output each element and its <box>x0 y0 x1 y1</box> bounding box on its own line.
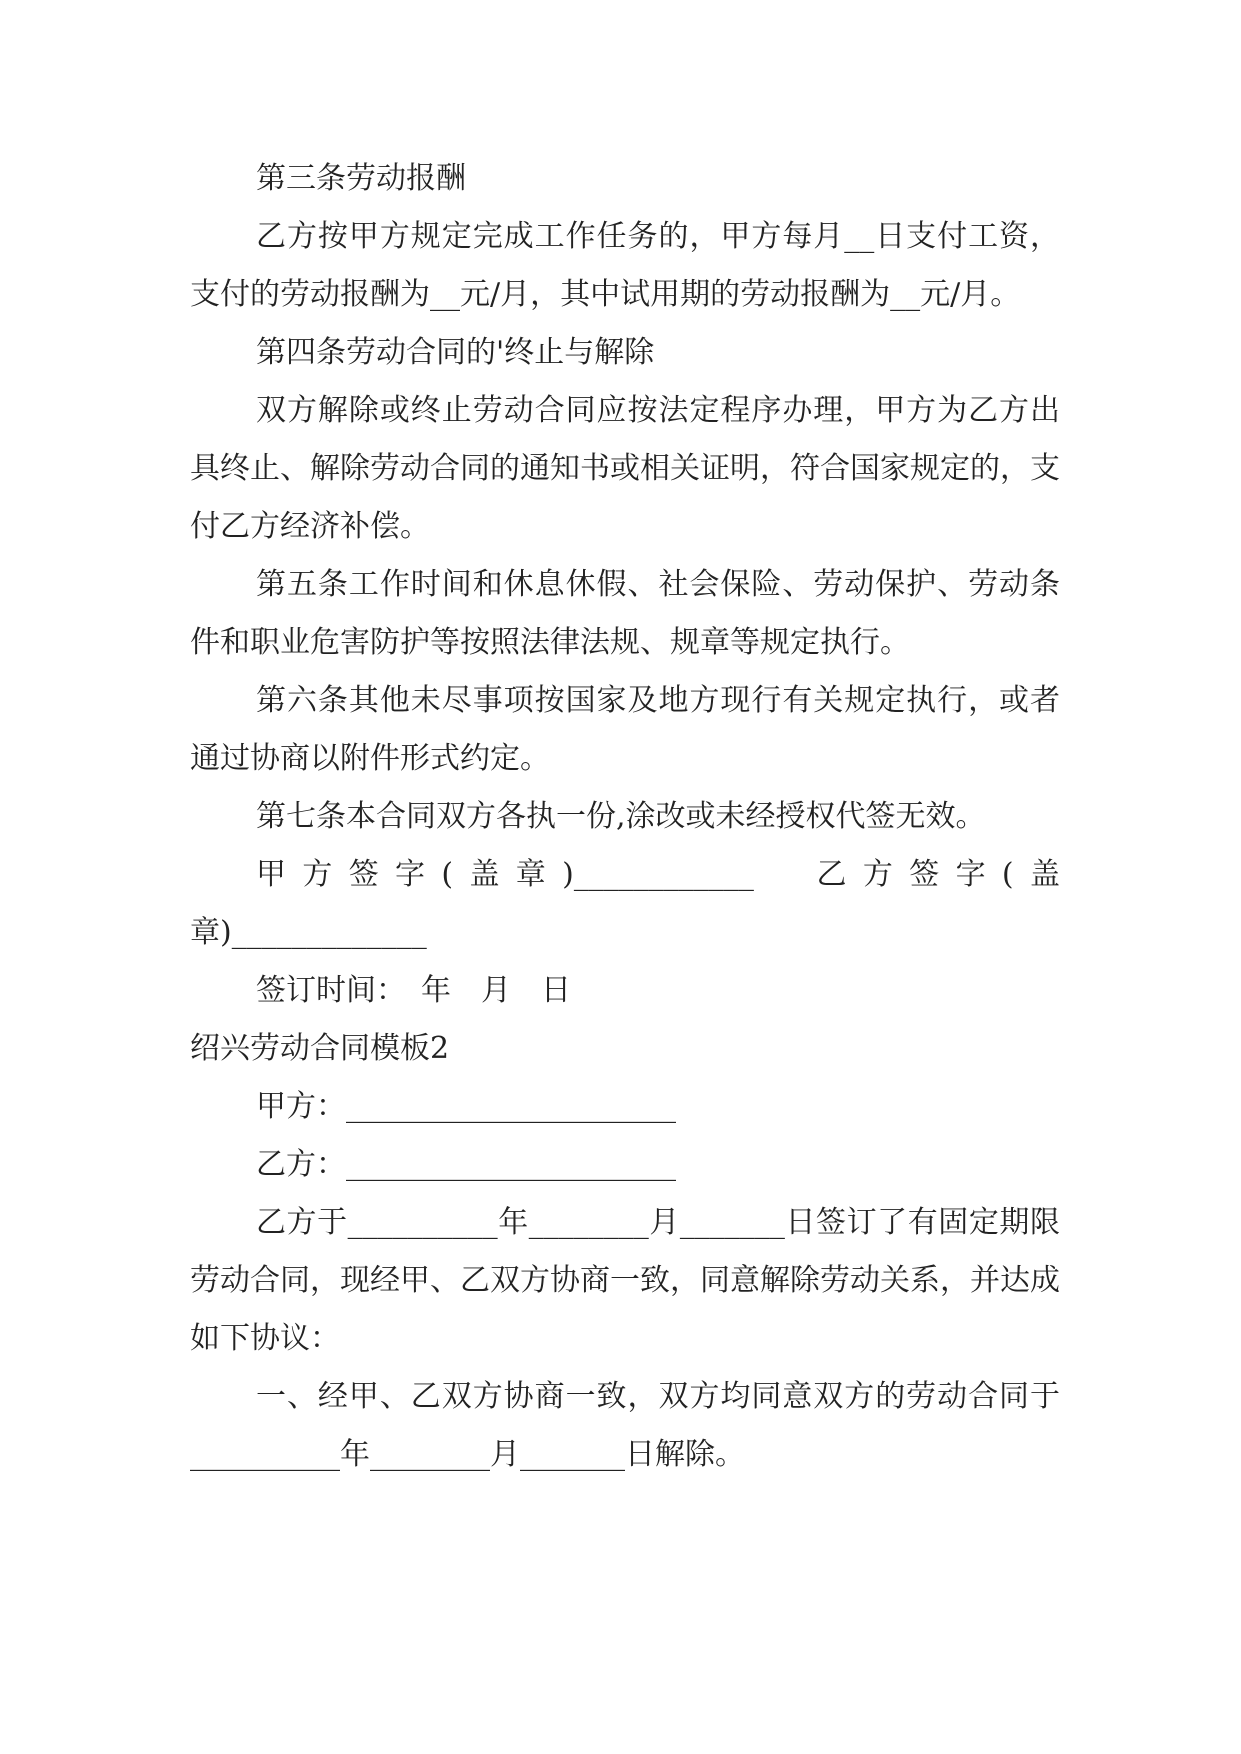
article-4-heading: 第四条劳动合同的'终止与解除 <box>256 335 655 370</box>
party-b-field: 乙方：______________________ <box>256 1147 676 1182</box>
signature-line: 甲方签字(盖章)____________ 乙方签字(盖章)_____________ <box>190 857 1060 950</box>
template-2-title: 绍兴劳动合同模板2 <box>190 1031 450 1066</box>
article-6-text: 第六条其他未尽事项按国家及地方现行有关规定执行，或者通过协商以附件形式约定。 <box>190 683 1060 776</box>
party-a-field: 甲方：______________________ <box>256 1089 676 1124</box>
article-3-heading: 第三条劳动报酬 <box>256 161 466 196</box>
termination-intro: 乙方于__________年________月_______日签订了有固定期限劳动合同，现经甲、乙双方协商一致，同意解除劳动关系，并达成如下协议： <box>190 1205 1060 1356</box>
signing-date: 签订时间： 年 月 日 <box>256 973 571 1008</box>
document-body <box>190 150 1060 1484</box>
agreement-item-1: 一、经甲、乙双方协商一致，双方均同意双方的劳动合同于__________年________月_______日解除。 <box>190 1379 1060 1472</box>
article-7-text: 第七条本合同双方各执一份,涂改或未经授权代签无效。 <box>256 799 986 834</box>
article-5-text: 第五条工作时间和休息休假、社会保险、劳动保护、劳动条件和职业危害防护等按照法律法规、规章等规定执行。 <box>190 567 1060 660</box>
article-3-body: 乙方按甲方规定完成工作任务的，甲方每月__日支付工资，支付的劳动报酬为__元/月，其中试用期的劳动报酬为__元/月。 <box>190 219 1060 312</box>
article-4-body: 双方解除或终止劳动合同应按法定程序办理，甲方为乙方出具终止、解除劳动合同的通知书或相关证明，符合国家规定的，支付乙方经济补偿。 <box>190 393 1060 544</box>
